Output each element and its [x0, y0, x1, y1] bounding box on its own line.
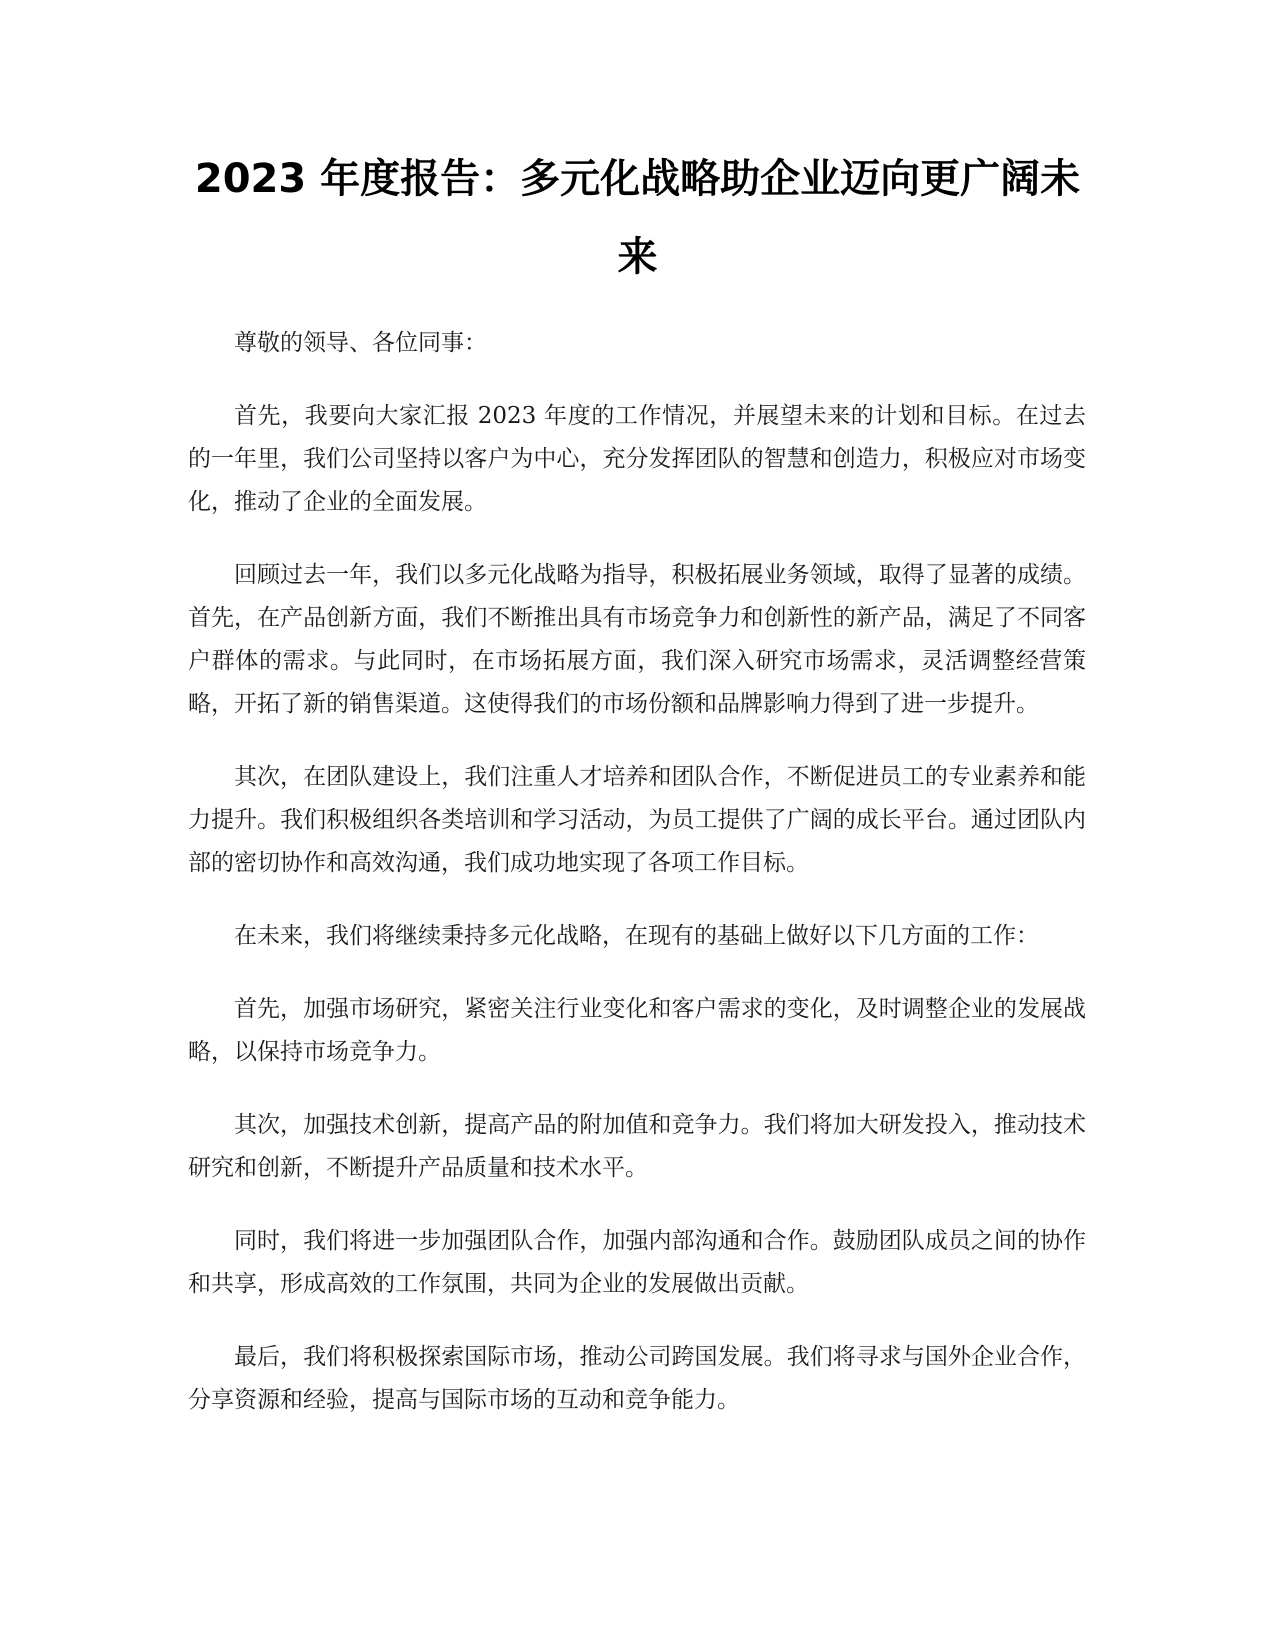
- paragraph-salutation: 尊敬的领导、各位同事：: [234, 330, 487, 356]
- paragraph-team: 其次，在团队建设上，我们注重人才培养和团队合作，不断促进员工的专业素养和能力提升。我们积极组织各类培训和学习活动，为员工提供了广阔的成长平台。通过团队内部的密切协作和高效沟通，我们成功地实现了各项工作目标。: [188, 764, 1086, 876]
- paragraph-international: 最后，我们将积极探索国际市场，推动公司跨国发展。我们将寻求与国外企业合作，分享资源和经验，提高与国际市场的互动和竞争能力。: [188, 1344, 1086, 1413]
- document-title: 2023 年度报告：多元化战略助企业迈向更广阔未来: [194, 156, 1081, 280]
- paragraph-tech-innovation: 其次，加强技术创新，提高产品的附加值和竞争力。我们将加大研发投入，推动技术研究和创新，不断提升产品质量和技术水平。: [188, 1112, 1086, 1181]
- document-body: [188, 322, 1086, 1452]
- paragraph-market-research: 首先，加强市场研究，紧密关注行业变化和客户需求的变化，及时调整企业的发展战略，以保持市场竞争力。: [188, 996, 1086, 1065]
- paragraph-intro: 首先，我要向大家汇报 2023 年度的工作情况，并展望未来的计划和目标。在过去的一年里，我们公司坚持以客户为中心，充分发挥团队的智慧和创造力，积极应对市场变化，推动了企业的全面发展。: [188, 403, 1086, 515]
- paragraph-future: 在未来，我们将继续秉持多元化战略，在现有的基础上做好以下几方面的工作：: [234, 923, 1039, 949]
- paragraph-teamwork: 同时，我们将进一步加强团队合作，加强内部沟通和合作。鼓励团队成员之间的协作和共享，形成高效的工作氛围，共同为企业的发展做出贡献。: [188, 1228, 1086, 1297]
- paragraph-review: 回顾过去一年，我们以多元化战略为指导，积极拓展业务领域，取得了显著的成绩。首先，在产品创新方面，我们不断推出具有市场竞争力和创新性的新产品，满足了不同客户群体的需求。与此同时，在市场拓展方面，我们深入研究市场需求，灵活调整经营策略，开拓了新的销售渠道。这使得我们的市场份额和品牌影响力得到了进一步提升。: [188, 562, 1086, 717]
